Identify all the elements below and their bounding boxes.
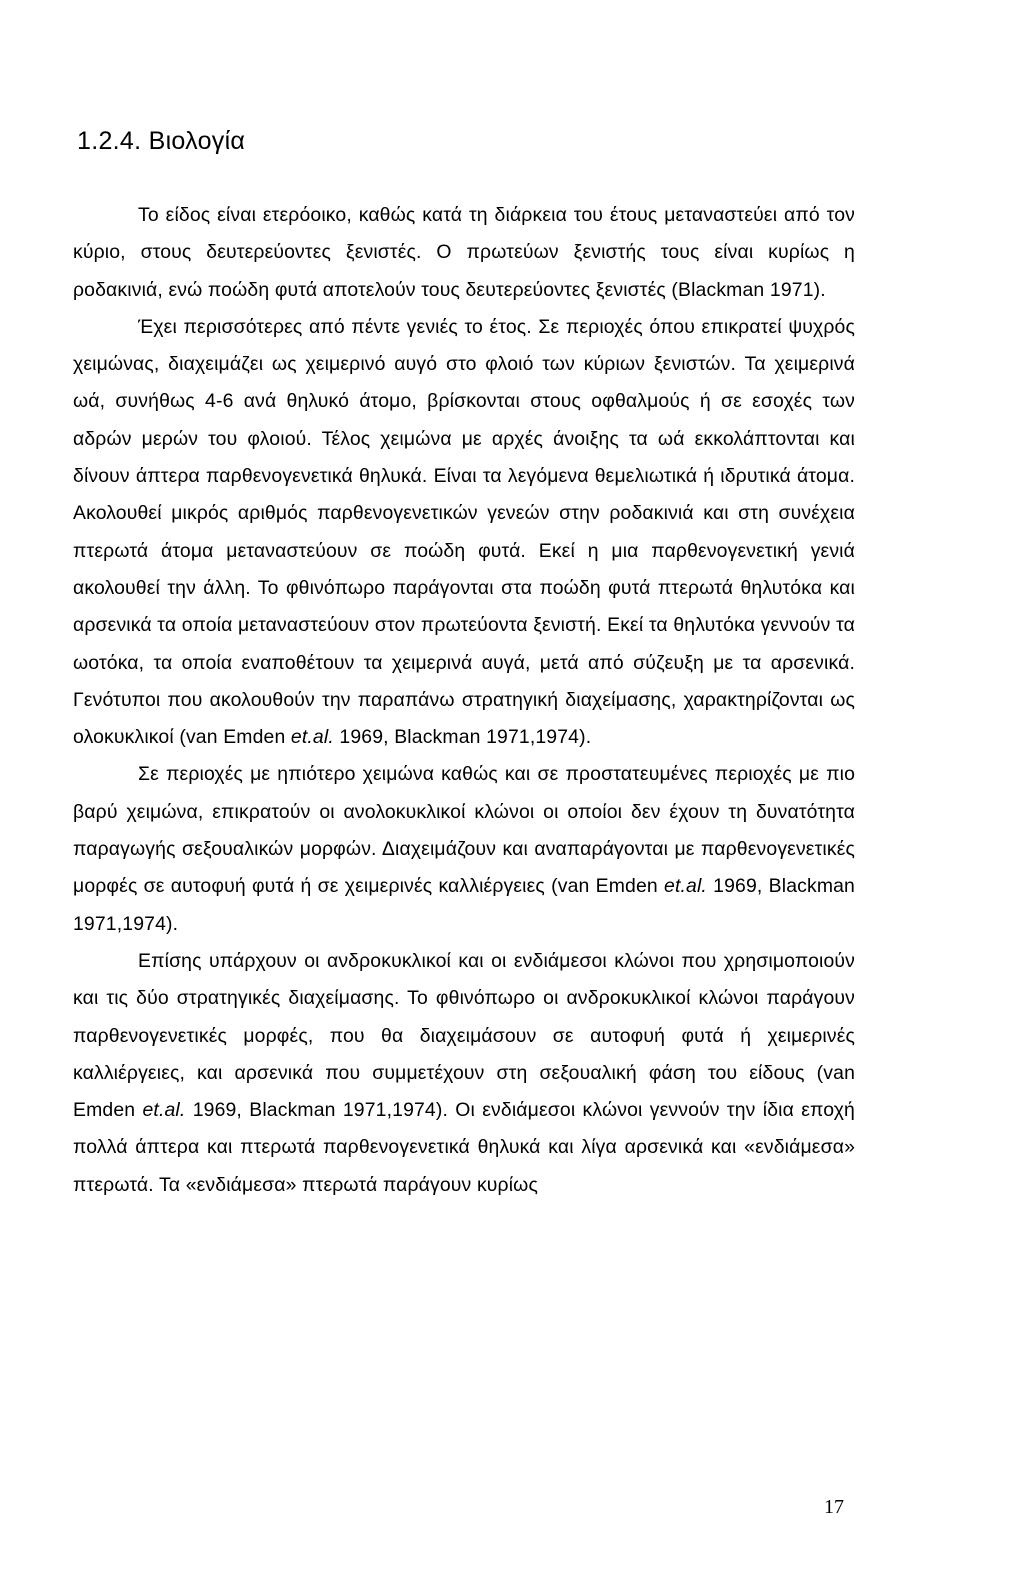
paragraph: [73, 943, 855, 1204]
citation-etal: et.al.: [664, 875, 707, 898]
page-number: 17: [824, 1496, 844, 1518]
paragraph-text: Σε περιοχές με ηπιότερο χειμώνα καθώς και σε προστατευμένες περιοχές με πιο βαρύ χειμώνα, επικρατούν οι ανολοκυκλικοί κλώνοι οι οποίοι δεν έχουν τη δυνατότητα παραγωγής σεξουαλικών μορφών. Διαχειμάζουν και αναπαράγονται με παρθενογενετικές μορφές σε αυτοφυή φυτά ή σε χειμερινές καλλιέργειες (van Emden: [73, 763, 855, 898]
paragraph-text: 1969, Blackman 1971,1974).: [73, 875, 855, 935]
citation-etal: et.al.: [290, 726, 334, 749]
paragraph-text: 1969, Blackman 1971,1974). Οι ενδιάμεσοι κλώνοι γεννούν την ίδια εποχή πολλά άπτερα και πτερωτά παρθενογενετικά θηλυκά και λίγα αρσενικά και «ενδιάμεσα» πτερωτά. Τα «ενδιάμεσα» πτερωτά παράγουν κυρίως: [73, 1099, 855, 1196]
citation-etal: et.al.: [142, 1099, 186, 1122]
section-heading: 1.2.4. Βιολογία: [77, 127, 246, 155]
paragraph: [73, 756, 855, 942]
paragraph-text: Το είδος είναι ετερόοικο, καθώς κατά τη διάρκεια του έτους μεταναστεύει από τον κύριο, στους δευτερεύοντες ξενιστές. Ο πρωτεύων ξενιστής τους είναι κυρίως η ροδακινιά, ενώ ποώδη φυτά αποτελούν τους δευτερεύοντες ξενιστές (Blackman 1971).: [73, 204, 855, 301]
paragraph-text: Έχει περισσότερες από πέντε γενιές το έτος. Σε περιοχές όπου επικρατεί ψυχρός χειμώνας, διαχειμάζει ως χειμερινό αυγό στο φλοιό των κύριων ξενιστών. Τα χειμερινά ωά, συνήθως 4-6 ανά θηλυκό άτομο, βρίσκονται στους οφθαλμούς ή σε εσοχές των αδρών μερών του φλοιού. Τέλος χειμώνα με αρχές άνοιξης τα ωά εκκολάπτονται και δίνουν άπτερα παρθενογενετικά θηλυκά. Είναι τα λεγόμενα θεμελιωτικά ή ιδρυτικά άτομα. Ακολουθεί μικρός αριθμός παρθενογενετικών γενεών στην ροδακινιά και στη συνέχεια πτερωτά άτομα μεταναστεύουν σε ποώδη φυτά. Εκεί η μια παρθενογενετική γενιά ακολουθεί την άλλη. Το φθινόπωρο παράγονται στα ποώδη φυτά πτερωτά θηλυτόκα και αρσενικά τα οποία μεταναστεύουν στον πρωτεύοντα ξενιστή. Εκεί τα θηλυτόκα γεννούν τα ωοτόκα, τα οποία εναποθέτουν τα χειμερινά αυγά, μετά από σύζευξη με τα αρσενικά. Γενότυποι που ακολουθούν την παραπάνω στρατηγική διαχείμασης, χαρακτηρίζονται ως ολοκυκλικοί (van Emden: [73, 315, 855, 749]
body-text: [73, 197, 855, 1204]
paragraph-text: Επίσης υπάρχουν οι ανδροκυκλικοί και οι ενδιάμεσοι κλώνοι που χρησιμοποιούν και τις δύο στρατηγικές διαχείμασης. Το φθινόπωρο οι ανδροκυκλικοί κλώνοι παράγουν παρθενογενετικές μορφές, που θα διαχειμάσουν σε αυτοφυή φυτά ή χειμερινές καλλιέργειες, και αρσενικά που συμμετέχουν στη σεξουαλική φάση του είδους (van Emden: [73, 949, 855, 1122]
paragraph: [73, 309, 855, 757]
paragraph: [73, 197, 855, 309]
paragraph-text: 1969, Blackman 1971,1974).: [333, 726, 592, 749]
